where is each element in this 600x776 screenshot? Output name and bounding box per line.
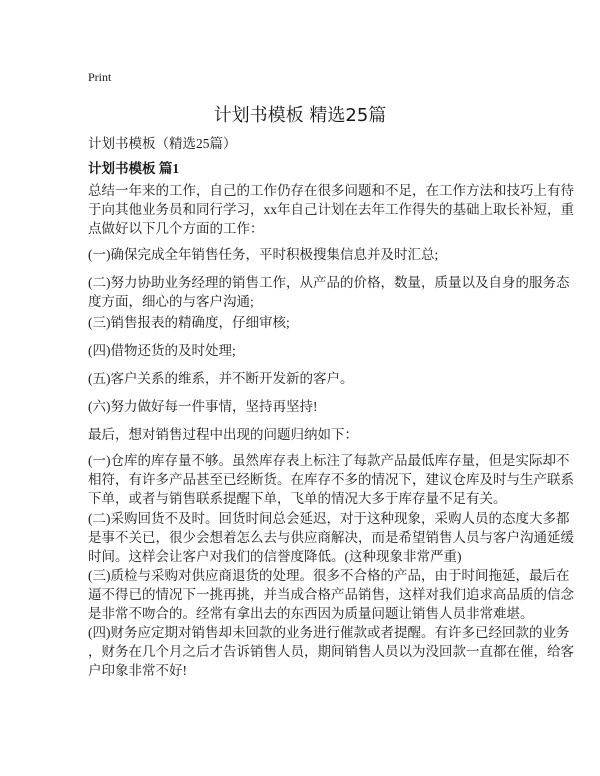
paragraph — [88, 313, 290, 332]
paragraph-line: 点做好以下几个方面的工作： — [88, 221, 264, 236]
paragraph-line: (五)客户关系的维系，并不断开发新的客户。 — [88, 371, 354, 386]
paragraph-line: 逼不得已的情况下一挑再挑，并当成合格产品销售，这样对我们追求高品质的信念 — [88, 587, 574, 602]
paragraph-line: 下单，或者与销售联系提醒下单，飞单的情况大多于库存量不足有关。 — [88, 491, 507, 506]
paragraph — [88, 245, 438, 264]
paragraph-line: 最后，想对销售过程中出现的问题归纳如下： — [88, 427, 358, 442]
paragraph-line: 是事不关已，很少会想着怎么去与供应商解决，而是希望销售人员与客户沟通延缓 — [88, 530, 574, 545]
paragraph-line: (一)确保完成全年销售任务，平时积极搜集信息并及时汇总; — [88, 247, 439, 262]
section-heading: 计划书模板 篇1 — [88, 161, 180, 176]
paragraph-line: (六)努力做好每一件事情，坚持再坚持! — [88, 399, 318, 414]
paragraph-line: (二)采购回货不及时。回货时间总会延迟，对于这种现象，采购人员的态度大多都 — [88, 511, 570, 526]
paragraph — [88, 341, 236, 360]
paragraph-line: 度方面，细心的与客户沟通; — [88, 294, 254, 309]
paragraph — [88, 509, 574, 566]
paragraph — [88, 397, 318, 416]
paragraph-line: 相符，有许多产品甚至已经断货。在库存不多的情况下，建议仓库及时与生产联系 — [88, 472, 574, 487]
print-link[interactable]: Print — [88, 70, 112, 84]
paragraph-line: 于向其他业务员和同行学习，xx年自己计划在去年工作得失的基础上取长补短，重 — [88, 202, 574, 217]
paragraph — [88, 369, 354, 388]
paragraph-line: 时间。这样会让客户对我们的信誉度降低。(这种现象非常严重) — [88, 549, 462, 564]
document-subtitle: 计划书模板（精选25篇） — [88, 136, 237, 151]
paragraph-line: ，财务在几个月之后才告诉销售人员，期间销售人员以为没回款一直都在催，给客 — [88, 644, 574, 659]
paragraph-line: (四)借物还货的及时处理; — [88, 343, 236, 358]
paragraph-line: 户印象非常不好! — [88, 663, 187, 678]
paragraph-line: (四)财务应定期对销售却未回款的业务进行催款或者提醒。有许多已经回款的业务 — [88, 625, 570, 640]
paragraph — [88, 623, 574, 680]
paragraph-line: (二)努力协助业务经理的销售工作，从产品的价格，数量，质量以及自身的服务态 — [88, 275, 570, 290]
paragraph-line: 是非常不吻合的。经常有拿出去的东西因为质量问题让销售人员非常难堪。 — [88, 606, 534, 621]
paragraph-line: (三)质检与采购对供应商退货的处理。很多不合格的产品，由于时间拖延，最后在 — [88, 568, 570, 583]
paragraph-line: (三)销售报表的精确度，仔细审核; — [88, 315, 290, 330]
paragraph — [88, 425, 358, 444]
document-title: 计划书模板 精选25篇 — [213, 105, 387, 126]
paragraph-line: (一)仓库的库存量不够。虽然库存表上标注了每款产品最低库存量，但是实际却不 — [88, 453, 570, 468]
paragraph — [88, 273, 570, 311]
paragraph — [88, 451, 574, 508]
paragraph — [88, 566, 574, 623]
paragraph-line: 总结一年来的工作，自己的工作仍存在很多问题和不足，在工作方法和技巧上有待 — [88, 183, 574, 198]
paragraph — [88, 181, 574, 238]
